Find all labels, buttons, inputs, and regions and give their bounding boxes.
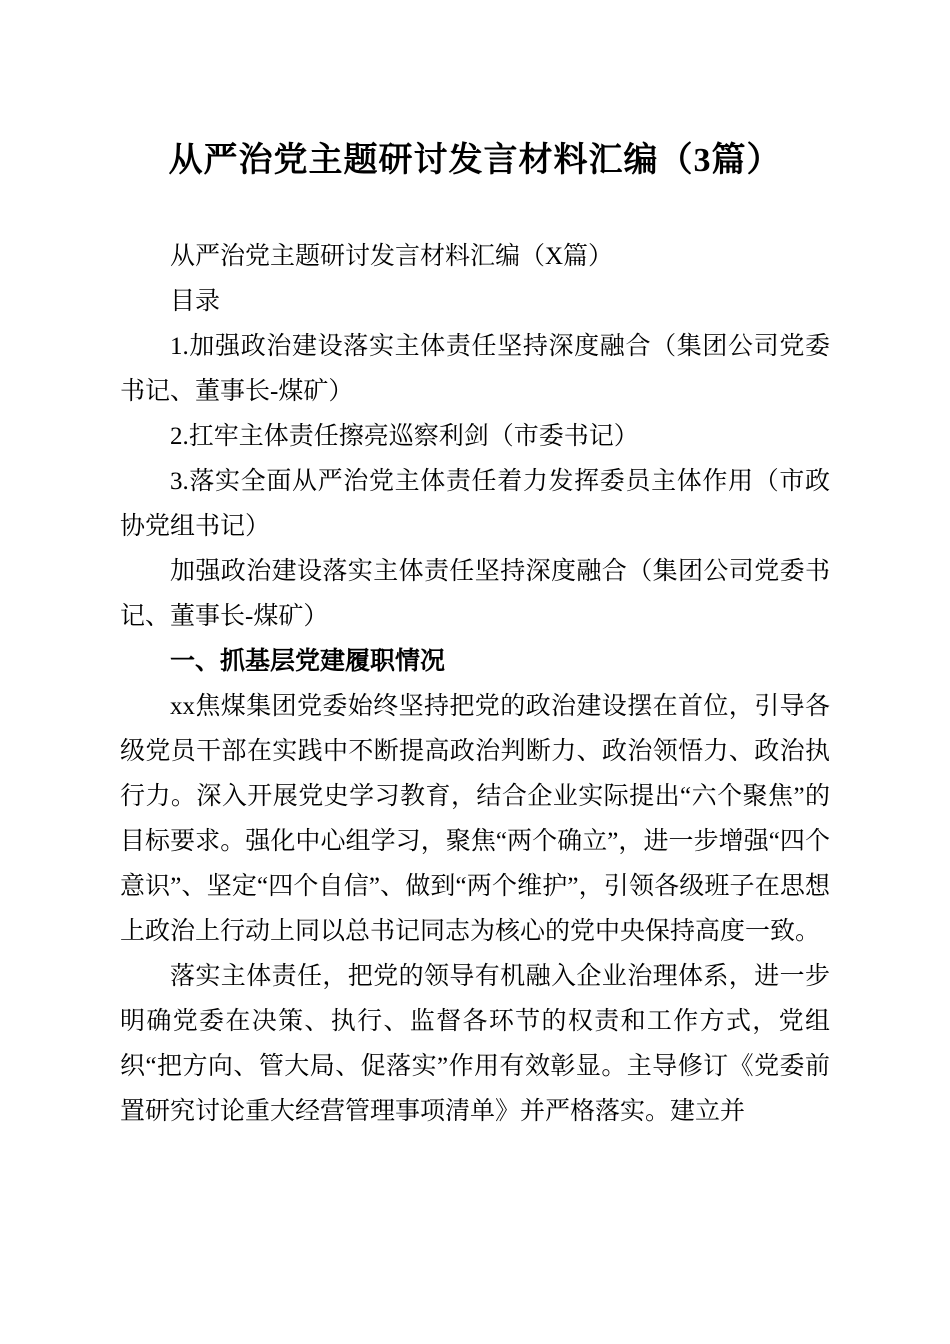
paragraph: 1.加强政治建设落实主体责任坚持深度融合（集团公司党委书记、董事长-煤矿） (120, 332, 830, 405)
paragraph: 从严治党主题研讨发言材料汇编（X篇） (170, 242, 614, 270)
paragraph: 目录 (170, 287, 221, 315)
paragraph: xx焦煤集团党委始终坚持把党的政治建设摆在首位，引导各级党员干部在实践中不断提高政治判断力、政治领悟力、政治执行力。深入开展党史学习教育，结合企业实际提出“六个聚焦”的目标要求。强化中心组学习，聚焦“两个确立”，进一步增强“四个意识”、坚定“四个自信”、做到“两个维护”，引领各级班子在思想上政治上行动上同以总书记同志为核心的党中央保持高度一致。 (120, 692, 830, 945)
paragraph: 3.落实全面从严治党主体责任着力发挥委员主体作用（市政协党组书记） (120, 467, 830, 540)
paragraph: 加强政治建设落实主体责任坚持深度融合（集团公司党委书记、董事长-煤矿） (120, 557, 830, 630)
section-heading: 一、抓基层党建履职情况 (170, 646, 446, 675)
document-body (120, 234, 830, 1134)
paragraph: 落实主体责任，把党的领导有机融入企业治理体系，进一步明确党委在决策、执行、监督各环节的权责和工作方式，党组织“把方向、管大局、促落实”作用有效彰显。主导修订《党委前置研究讨论重大经营管理事项清单》并严格落实。建立并 (120, 962, 830, 1125)
paragraph: 2.扛牢主体责任擦亮巡察利剑（市委书记） (170, 422, 639, 450)
document-title: 从严治党主题研讨发言材料汇编（3篇） (168, 142, 782, 179)
